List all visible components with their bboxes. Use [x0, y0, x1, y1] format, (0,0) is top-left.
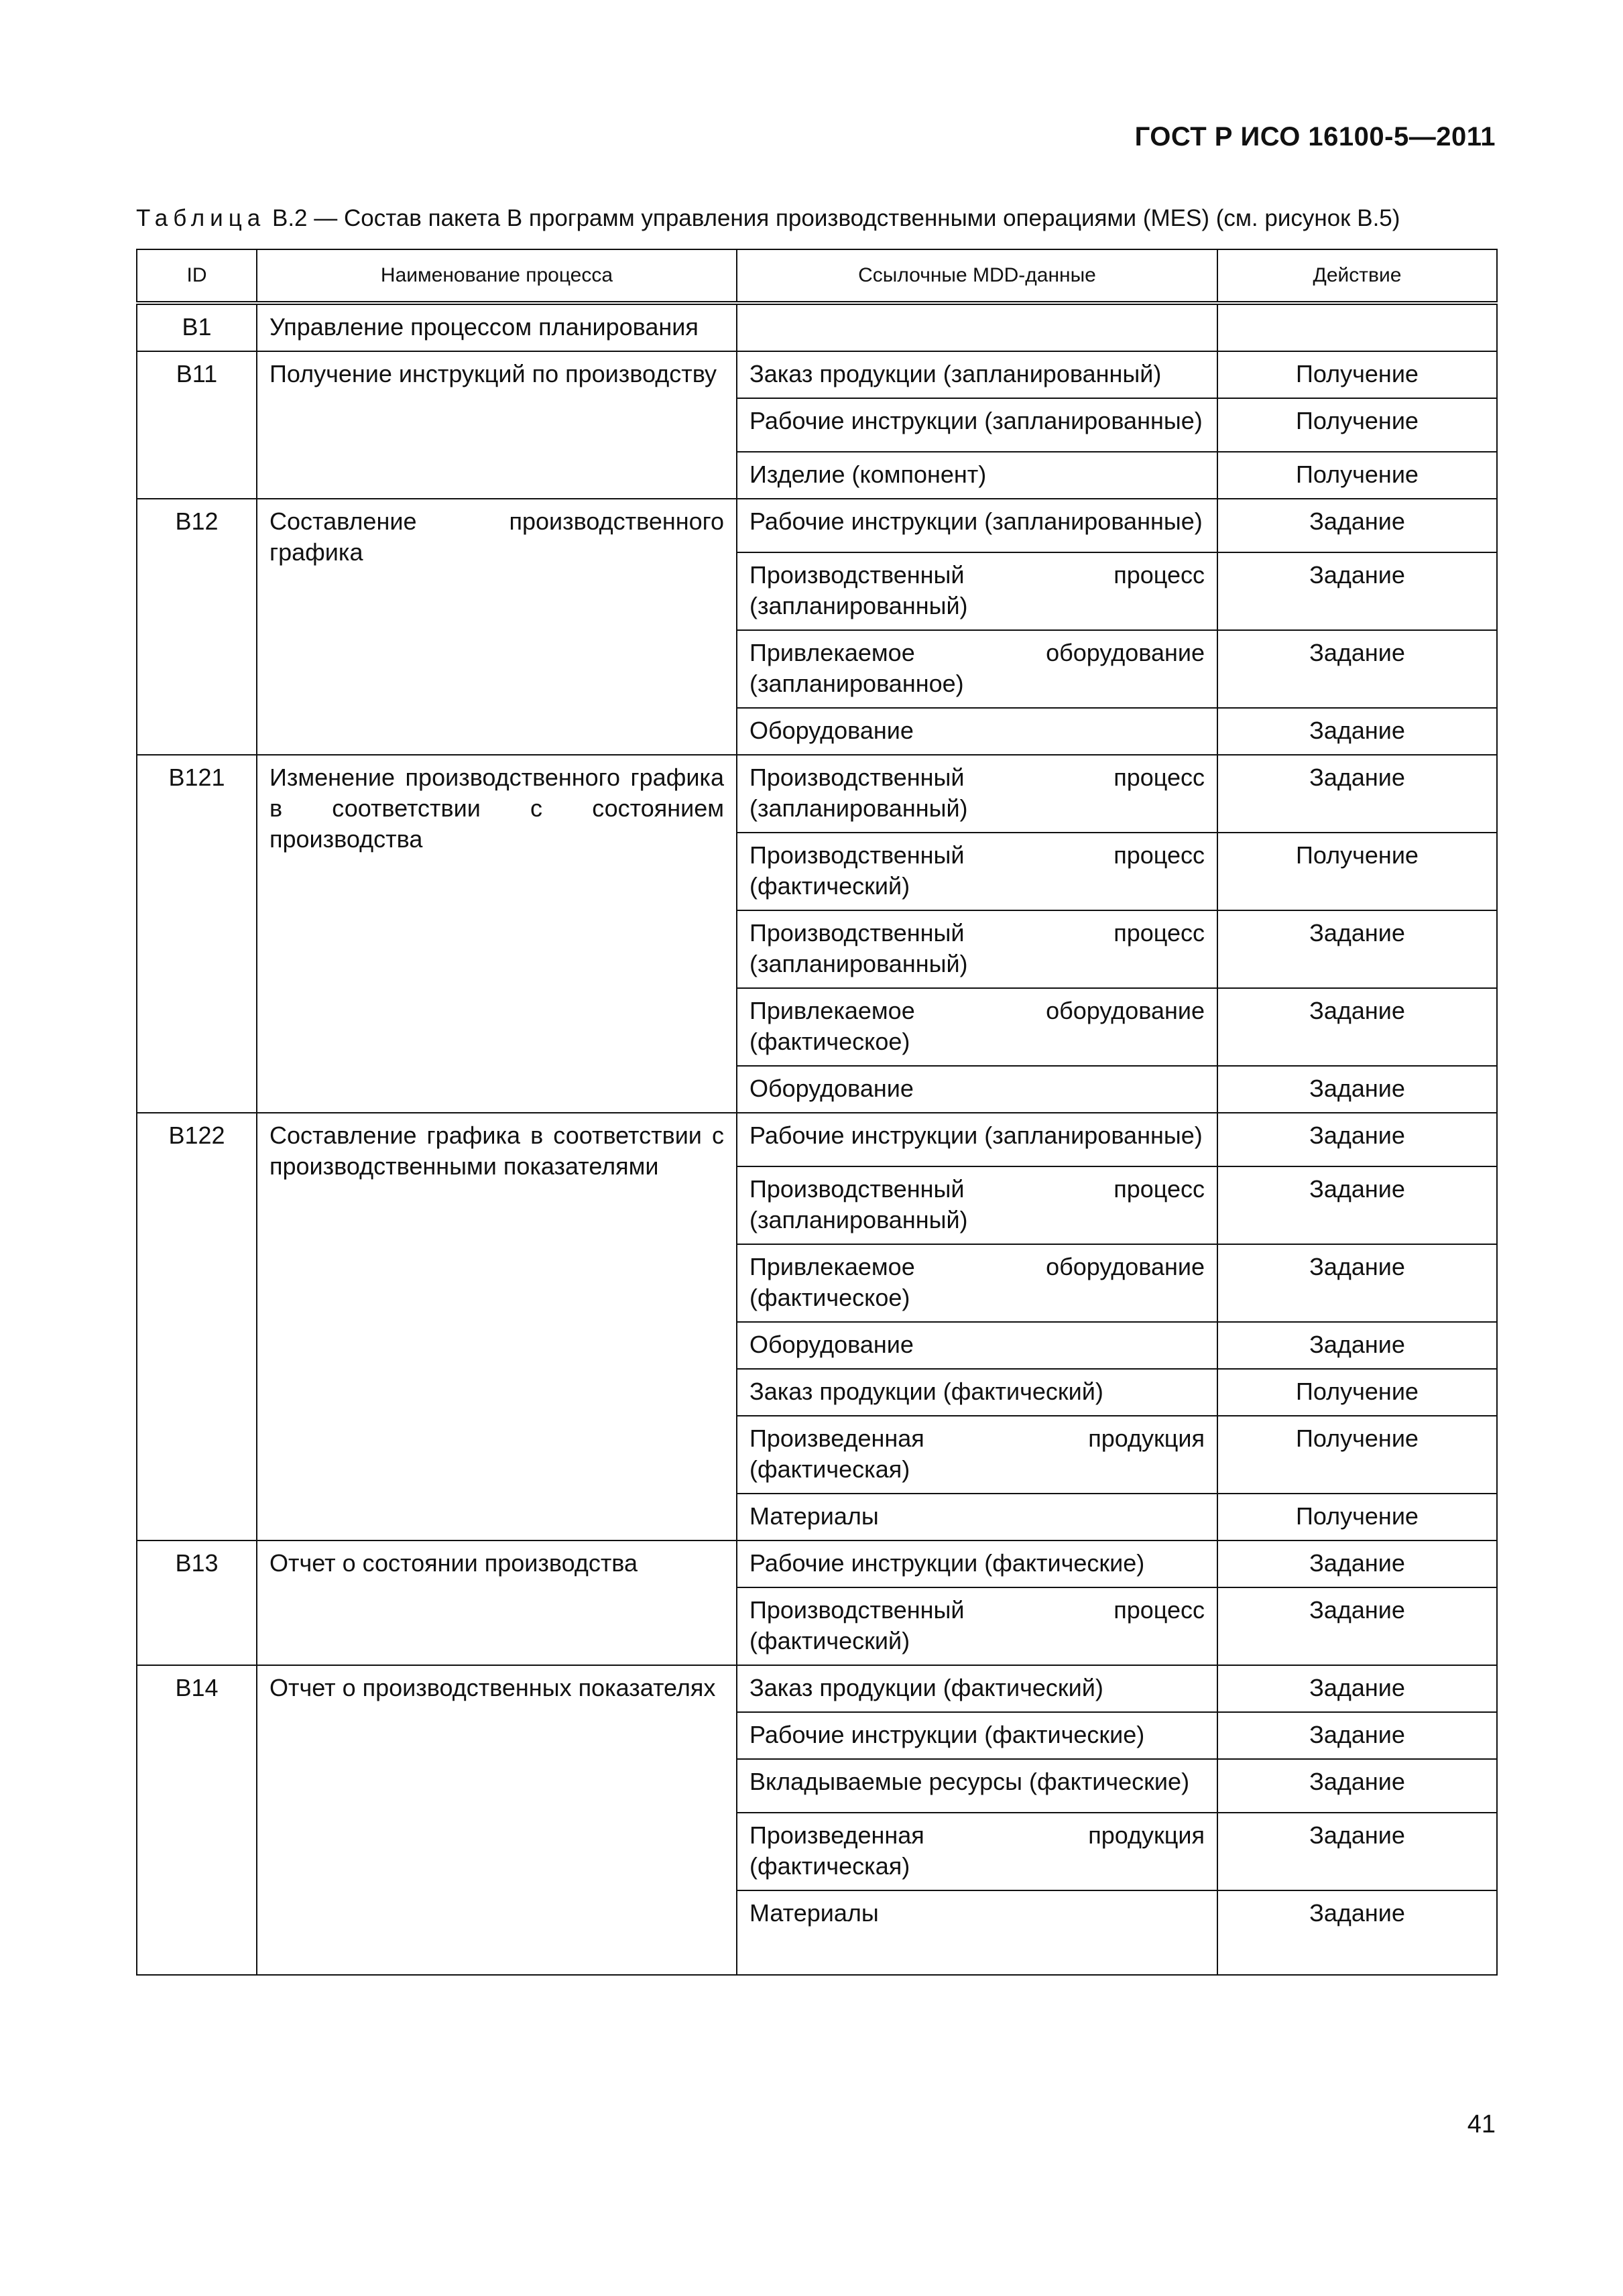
cell-action: Задание — [1217, 1665, 1497, 1712]
cell-id: B11 — [137, 351, 257, 499]
caption-text: В.2 — Состав пакета В программ управления производственными операциями (MES) (см. рисунок В.5) — [272, 205, 1400, 231]
cell-reference-data: Заказ продукции (запланированный) — [737, 351, 1217, 398]
cell-id: B13 — [137, 1540, 257, 1665]
table-row — [137, 303, 1497, 351]
cell-reference-data: Производственный процесс (запланированный) — [737, 910, 1217, 988]
table-header-row — [137, 249, 1497, 303]
table-row — [137, 499, 1497, 552]
cell-id: B121 — [137, 755, 257, 1113]
cell-reference-data: Заказ продукции (фактический) — [737, 1369, 1217, 1416]
cell-reference-data: Производственный процесс (запланированный) — [737, 755, 1217, 833]
cell-reference-data: Привлекаемое оборудование (запланированное) — [737, 630, 1217, 708]
cell-reference-data: Материалы — [737, 1890, 1217, 1975]
cell-action: Задание — [1217, 1540, 1497, 1587]
table-caption — [136, 203, 1497, 234]
cell-reference-data: Рабочие инструкции (запланированные) — [737, 398, 1217, 452]
cell-action: Задание — [1217, 1813, 1497, 1890]
cell-reference-data: Вкладываемые ресурсы (фактические) — [737, 1759, 1217, 1813]
cell-process-name: Отчет о производственных показателях — [257, 1665, 737, 1975]
cell-action: Задание — [1217, 988, 1497, 1066]
cell-action: Получение — [1217, 833, 1497, 910]
cell-action: Получение — [1217, 452, 1497, 499]
mes-package-table — [136, 249, 1498, 1976]
cell-action: Задание — [1217, 1113, 1497, 1166]
cell-reference-data: Производственный процесс (запланированный) — [737, 552, 1217, 630]
cell-action: Задание — [1217, 1244, 1497, 1322]
cell-process-name: Управление процессом планирования — [257, 303, 737, 351]
cell-process-name: Отчет о состоянии производства — [257, 1540, 737, 1665]
table-row — [137, 1665, 1497, 1712]
cell-reference-data: Рабочие инструкции (запланированные) — [737, 499, 1217, 552]
cell-reference-data: Производственный процесс (запланированный) — [737, 1166, 1217, 1244]
cell-process-name: Составление графика в соответствии с производственными показателями — [257, 1113, 737, 1540]
cell-action: Задание — [1217, 1759, 1497, 1813]
cell-action: Задание — [1217, 910, 1497, 988]
cell-reference-data: Оборудование — [737, 1066, 1217, 1113]
cell-reference-data: Рабочие инструкции (фактические) — [737, 1540, 1217, 1587]
cell-action: Задание — [1217, 708, 1497, 755]
cell-reference-data: Оборудование — [737, 708, 1217, 755]
cell-action: Задание — [1217, 499, 1497, 552]
cell-reference-data: Материалы — [737, 1494, 1217, 1540]
cell-action: Задание — [1217, 755, 1497, 833]
table-row — [137, 1113, 1497, 1166]
cell-action: Задание — [1217, 1322, 1497, 1369]
cell-process-name: Изменение производственного графика в соответствии с состоянием производства — [257, 755, 737, 1113]
cell-action: Задание — [1217, 1712, 1497, 1759]
column-header-action: Действие — [1217, 249, 1497, 303]
cell-reference-data: Изделие (компонент) — [737, 452, 1217, 499]
cell-reference-data: Привлекаемое оборудование (фактическое) — [737, 1244, 1217, 1322]
cell-process-name: Получение инструкций по производству — [257, 351, 737, 499]
cell-action: Задание — [1217, 1890, 1497, 1975]
cell-id: B14 — [137, 1665, 257, 1975]
cell-reference-data: Произведенная продукция (фактическая) — [737, 1416, 1217, 1494]
cell-action: Задание — [1217, 1166, 1497, 1244]
cell-reference-data: Рабочие инструкции (фактические) — [737, 1712, 1217, 1759]
cell-reference-data: Производственный процесс (фактический) — [737, 833, 1217, 910]
cell-id: B1 — [137, 303, 257, 351]
table-row — [137, 1540, 1497, 1587]
table-row — [137, 755, 1497, 833]
standard-code: ГОСТ Р ИСО 16100-5—2011 — [1134, 122, 1496, 152]
cell-action: Получение — [1217, 398, 1497, 452]
cell-reference-data: Привлекаемое оборудование (фактическое) — [737, 988, 1217, 1066]
cell-action: Задание — [1217, 1587, 1497, 1665]
cell-reference-data: Произведенная продукция (фактическая) — [737, 1813, 1217, 1890]
cell-action: Задание — [1217, 1066, 1497, 1113]
cell-action: Получение — [1217, 1369, 1497, 1416]
cell-reference-data: Заказ продукции (фактический) — [737, 1665, 1217, 1712]
cell-action: Задание — [1217, 630, 1497, 708]
table-body — [137, 303, 1497, 1975]
cell-reference-data: Рабочие инструкции (запланированные) — [737, 1113, 1217, 1166]
column-header-id: ID — [137, 249, 257, 303]
table-row — [137, 351, 1497, 398]
cell-reference-data: Оборудование — [737, 1322, 1217, 1369]
cell-process-name: Составление производственного графика — [257, 499, 737, 755]
cell-action: Получение — [1217, 351, 1497, 398]
cell-id: B12 — [137, 499, 257, 755]
cell-action: Получение — [1217, 1416, 1497, 1494]
column-header-reference-data: Ссылочные MDD-данные — [737, 249, 1217, 303]
cell-id: B122 — [137, 1113, 257, 1540]
cell-action: Получение — [1217, 1494, 1497, 1540]
column-header-process: Наименование процесса — [257, 249, 737, 303]
cell-action: Задание — [1217, 552, 1497, 630]
caption-label: Таблица — [136, 205, 266, 231]
cell-action — [1217, 303, 1497, 351]
page-number: 41 — [1467, 2110, 1496, 2138]
cell-reference-data: Производственный процесс (фактический) — [737, 1587, 1217, 1665]
cell-reference-data — [737, 303, 1217, 351]
